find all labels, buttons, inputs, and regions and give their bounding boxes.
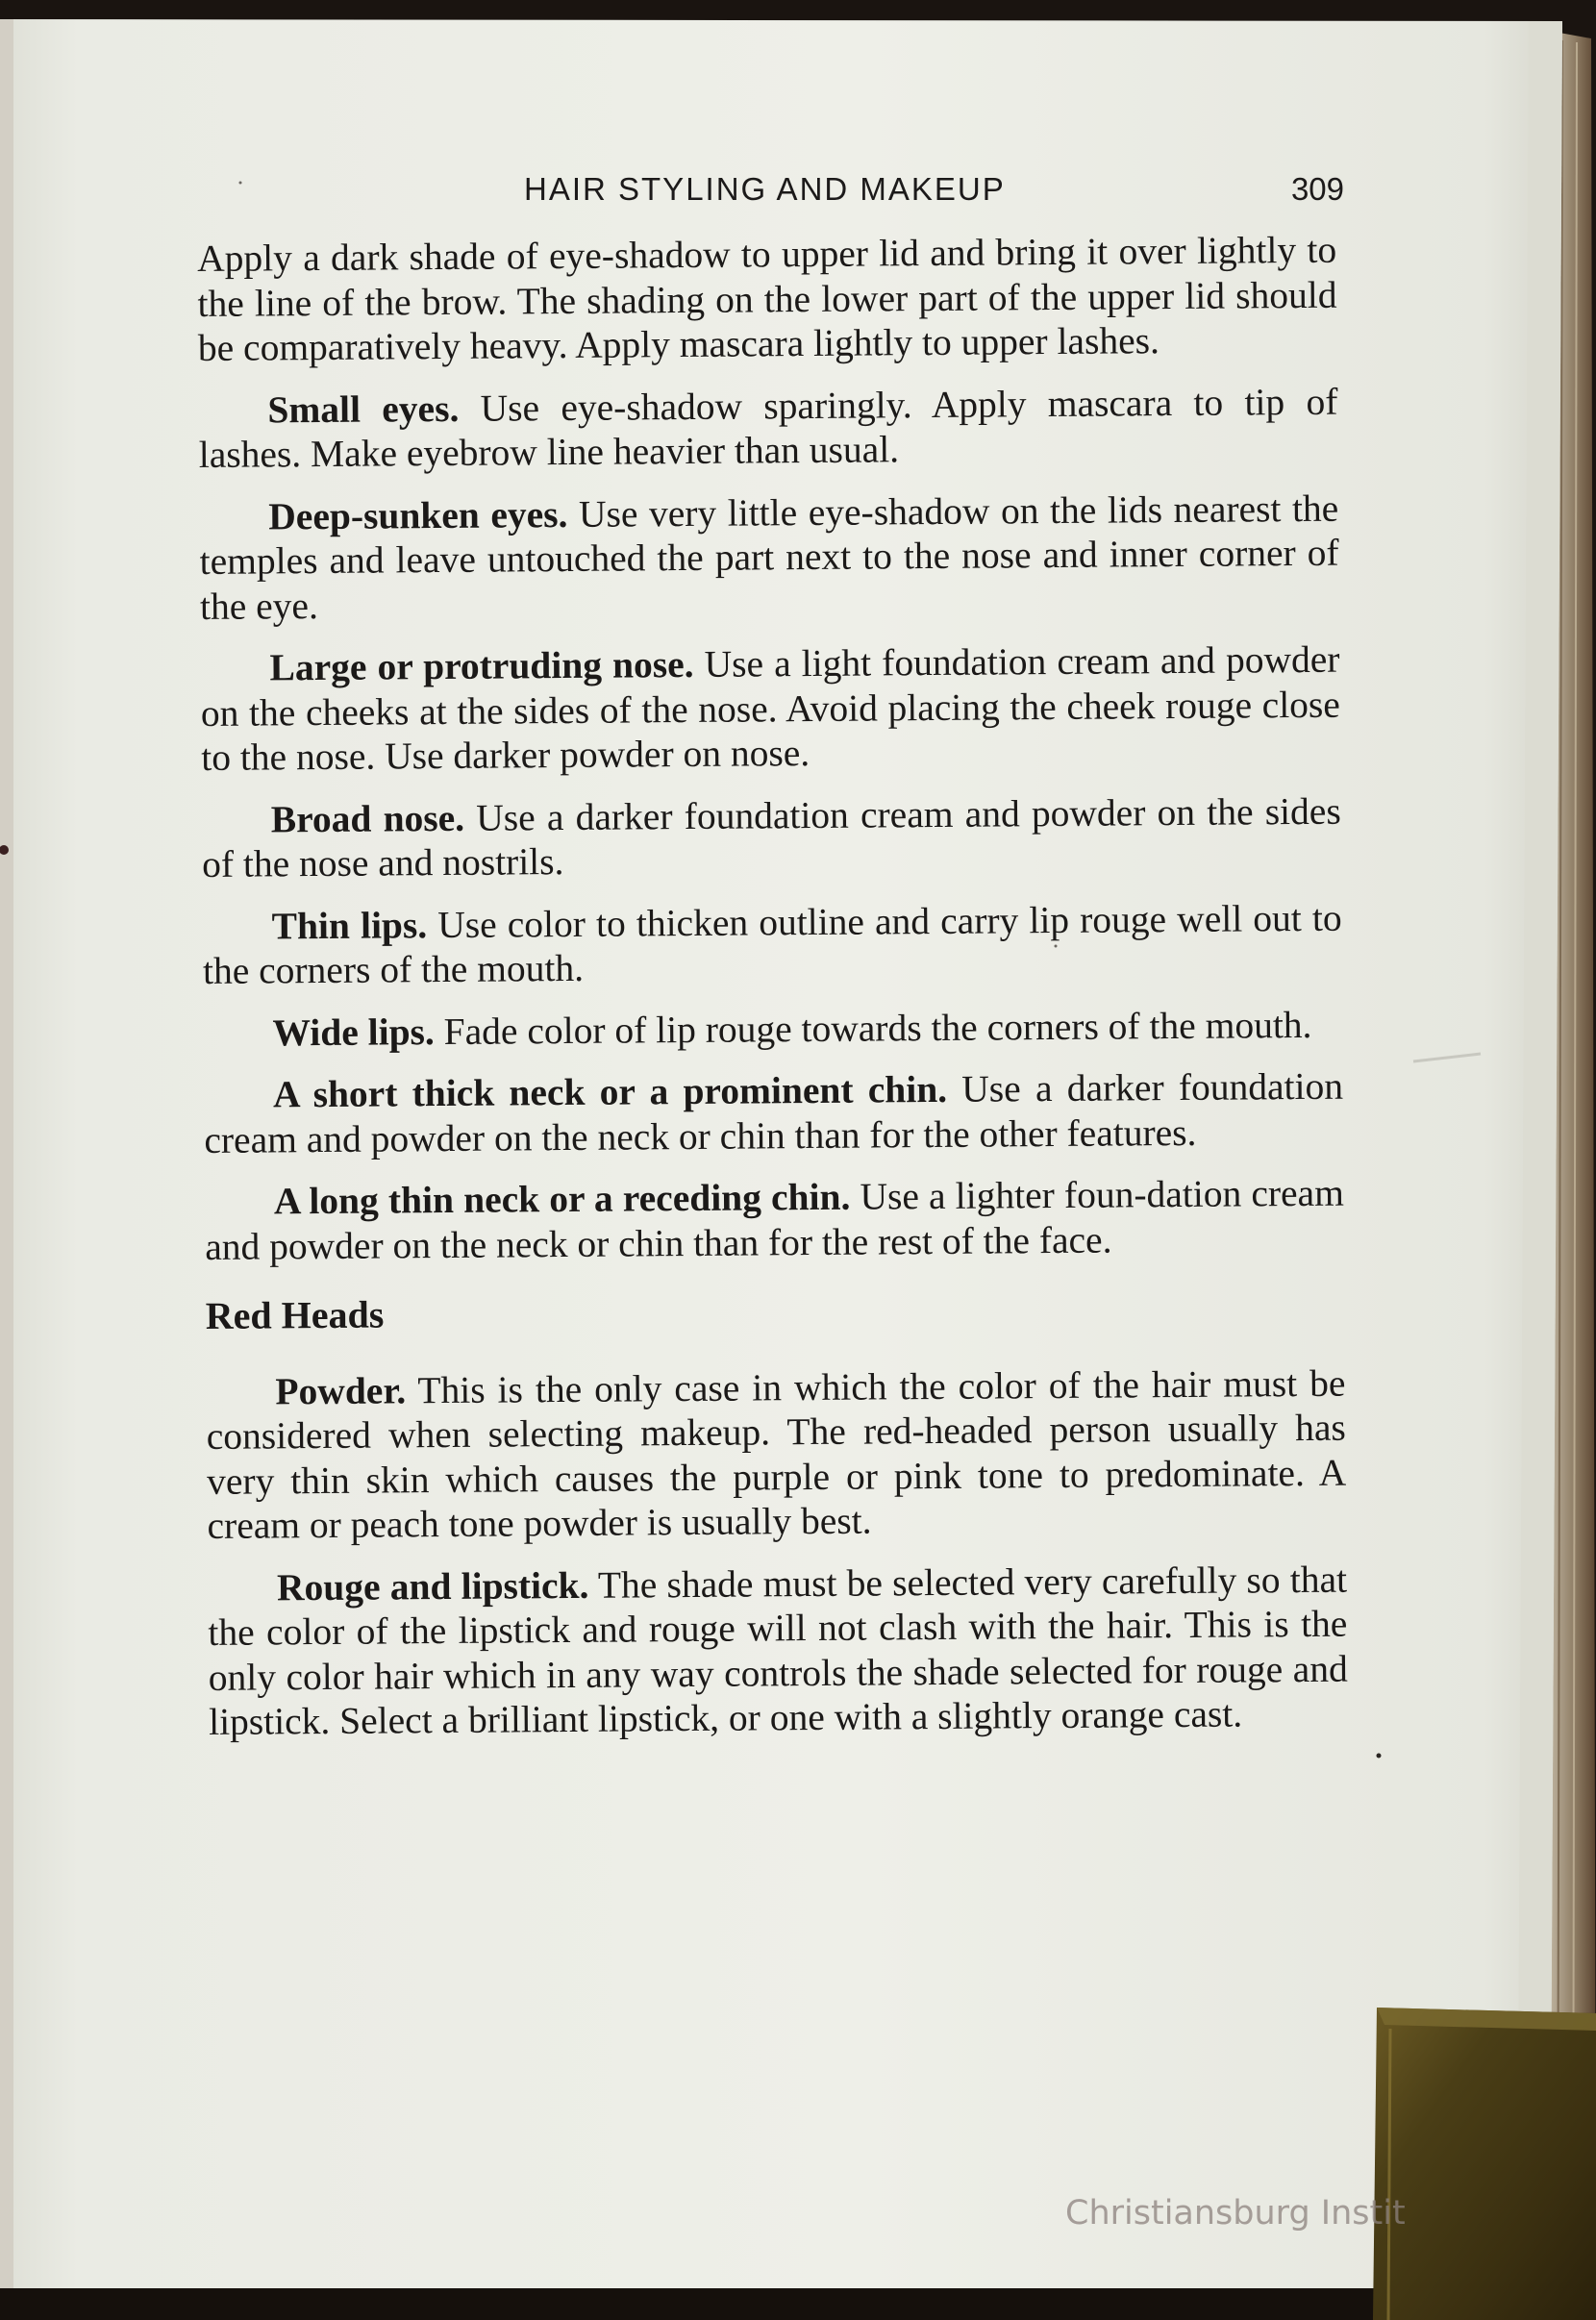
paragraph-lead: A short thick neck or a prominent chin. xyxy=(272,1067,948,1116)
paragraph-long-neck: A long thin neck or a receding chin. Use a lighter foun-dation cream and powder on the neck or chin than for the rest of the face. xyxy=(205,1171,1345,1268)
paragraph-broad-nose: Broad nose. Use a darker foundation cream and powder on the sides of the nose and nostrils. xyxy=(201,789,1341,886)
section-heading: Red Heads xyxy=(205,1292,385,1337)
paragraph-eye-shadow: Apply a dark shade of eye-shadow to upper lid and bring it over lightly to the line of the brow. The shading on the lower part of the upper lid should be comparatively heavy. Apply mascara lightly to upper lashes. xyxy=(197,228,1337,369)
paragraph-powder: Powder. This is the only case in which the color of the hair must be considered when selecting makeup. The red-headed person usually has very thin skin which causes the purple or pink tone to predominate. A cream or peach tone powder is usually best. xyxy=(206,1361,1347,1547)
body-text xyxy=(197,228,1348,1762)
paragraph-lead: Deep-sunken eyes. xyxy=(268,492,568,537)
paragraph-lead: A long thin neck or a receding chin. xyxy=(273,1175,851,1223)
paragraph-rouge-lipstick: Rouge and lipstick. The shade must be selected very carefully so that the color of the lipstick and rouge will not clash with the hair. This is the only color hair which in any way controls the shade selected for rouge and lipstick. Select a brilliant lipstick, or one with a slightly orange cast. xyxy=(208,1558,1348,1743)
page-number: 309 xyxy=(1290,171,1344,207)
paragraph-lead: Small eyes. xyxy=(267,387,460,431)
paragraph-large-nose: Large or protruding nose. Use a light foundation cream and powder on the cheeks at the sides of the nose. Avoid placing the cheek rouge close to the nose. Use darker powder on nose. xyxy=(200,637,1341,779)
paragraph-deep-sunken-eyes: Deep-sunken eyes. Use very little eye-shadow on the lids nearest the temples and leave untouched the part next to the nose and inner corner of the eye. xyxy=(199,486,1339,628)
paragraph-short-neck: A short thick neck or a prominent chin. Use a darker foundation cream and powder on the neck or chin than for the other features. xyxy=(204,1064,1344,1161)
paragraph-wide-lips: Wide lips. Fade color of lip rouge towards the corners of the mouth. xyxy=(272,1003,1312,1054)
paragraph-lead: Thin lips. xyxy=(271,903,428,947)
paragraph-lead: Wide lips. xyxy=(272,1010,435,1054)
paragraph-small-eyes: Small eyes. Use eye-shadow sparingly. Apply mascara to tip of lashes. Make eyebrow line heavier than usual. xyxy=(198,380,1338,476)
running-title: HAIR STYLING AND MAKEUP xyxy=(524,171,1006,207)
watermark: Christiansburg Instit xyxy=(1065,2194,1406,2233)
paragraph-thin-lips: Thin lips. Use color to thicken outline and carry lip rouge well out to the corners of the mouth. xyxy=(202,896,1342,992)
paragraph-lead: Rouge and lipstick. xyxy=(276,1563,589,1609)
paragraph-lead: Powder. xyxy=(275,1368,407,1412)
paragraph-lead: Broad nose. xyxy=(270,796,465,840)
page-header xyxy=(202,171,1346,213)
paragraph-lead: Large or protruding nose. xyxy=(269,642,694,689)
